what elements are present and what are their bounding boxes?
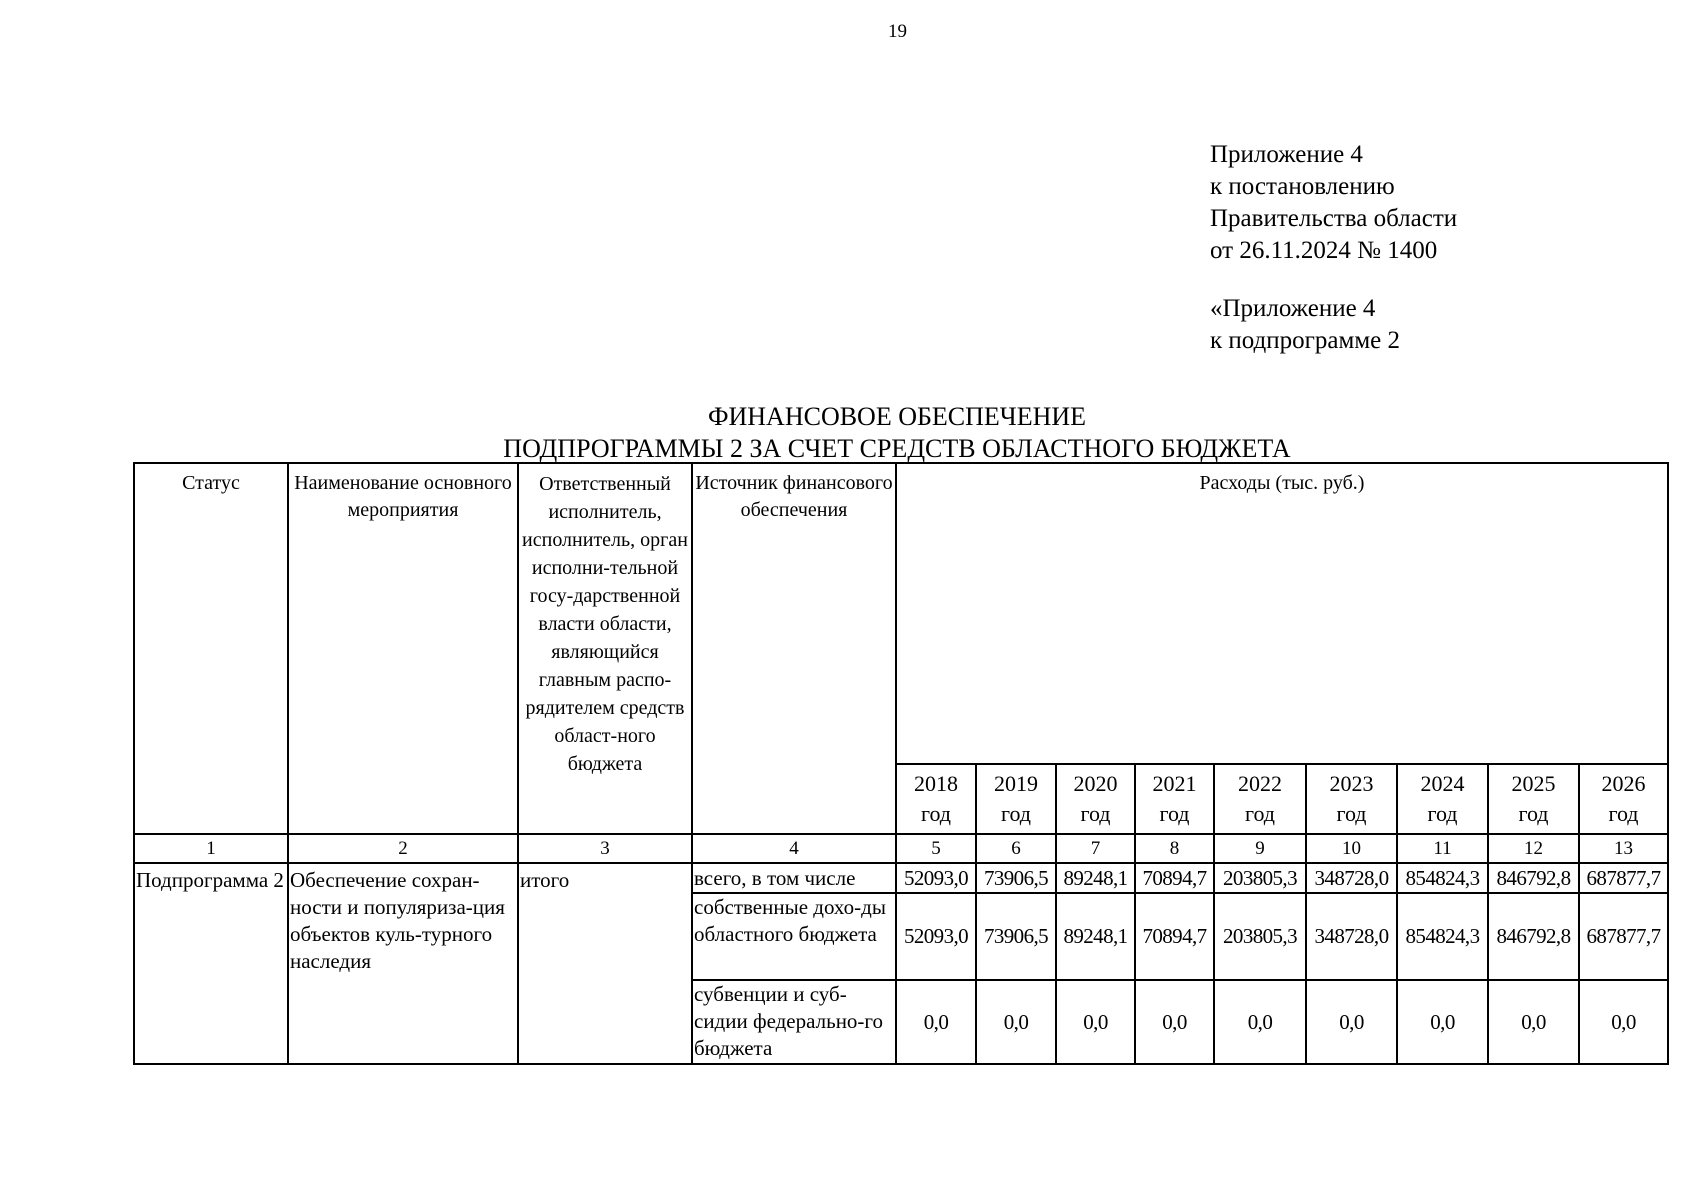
value-cell: 854824,3: [1397, 893, 1488, 980]
value-cell: 0,0: [1056, 980, 1135, 1064]
year-unit: год: [920, 801, 952, 826]
value-cell: 70894,7: [1135, 863, 1214, 893]
appendix-line: Приложение 4: [1210, 141, 1363, 168]
value-cell: 203805,3: [1214, 893, 1306, 980]
appendix-line: Правительства области: [1210, 205, 1458, 232]
year-header: [1214, 764, 1306, 834]
column-number: 9: [1214, 834, 1306, 863]
value-cell: 89248,1: [1056, 863, 1135, 893]
year-unit: год: [1080, 801, 1111, 826]
document-title: [132, 401, 1662, 465]
value-cell: 854824,3: [1397, 863, 1488, 893]
year-value: 2026: [1601, 771, 1646, 796]
value-cell: 846792,8: [1488, 863, 1579, 893]
value-cell: 0,0: [1397, 980, 1488, 1064]
value-cell: 0,0: [976, 980, 1056, 1064]
appendix-line: к постановлению: [1210, 173, 1395, 200]
value-cell: 52093,0: [896, 893, 976, 980]
title-line: ПОДПРОГРАММЫ 2 ЗА СЧЕТ СРЕДСТВ ОБЛАСТНОГО БЮДЖЕТА: [503, 434, 1291, 463]
year-unit: год: [1608, 801, 1639, 826]
source-label: всего, в том числе: [692, 863, 896, 893]
appendix-block: [1210, 139, 1457, 357]
year-value: 2022: [1238, 771, 1282, 796]
title-line: ФИНАНСОВОЕ ОБЕСПЕЧЕНИЕ: [707, 402, 1087, 431]
year-header: [1397, 764, 1488, 834]
column-number: 10: [1306, 834, 1397, 863]
row-name: Обеспечение сохран-ности и популяриза-ция объектов куль-турного наследия: [288, 863, 518, 1064]
column-number: 6: [976, 834, 1056, 863]
value-cell: 846792,8: [1488, 893, 1579, 980]
appendix-line: к подпрограмме 2: [1210, 327, 1400, 354]
year-value: 2020: [1073, 771, 1118, 796]
header-source: Источник финансового обеспечения: [692, 463, 896, 834]
value-cell: 0,0: [1135, 980, 1214, 1064]
year-unit: год: [1159, 801, 1190, 826]
header-name: Наименование основного мероприятия: [288, 463, 518, 834]
year-unit: год: [1427, 801, 1458, 826]
year-value: 2018: [914, 771, 958, 796]
year-value: 2023: [1329, 771, 1374, 796]
year-header: [1579, 764, 1668, 834]
year-unit: год: [1000, 801, 1032, 826]
year-header: [976, 764, 1056, 834]
column-number: 12: [1488, 834, 1579, 863]
year-value: 2025: [1511, 771, 1556, 796]
source-label: собственные дохо-ды областного бюджета: [692, 893, 896, 980]
value-cell: 0,0: [1306, 980, 1397, 1064]
value-cell: 73906,5: [976, 863, 1056, 893]
source-label: субвенции и суб-сидии федерально-го бюджета: [692, 980, 896, 1064]
year-unit: год: [1244, 801, 1276, 826]
appendix-line: «Приложение 4: [1210, 295, 1376, 322]
column-number: 11: [1397, 834, 1488, 863]
appendix-line: от 26.11.2024 № 1400: [1210, 237, 1438, 264]
year-header: [896, 764, 976, 834]
year-unit: год: [1518, 801, 1549, 826]
value-cell: 687877,7: [1579, 863, 1668, 893]
value-cell: 0,0: [1488, 980, 1579, 1064]
header-status: Статус: [134, 463, 288, 834]
column-number: 7: [1056, 834, 1135, 863]
year-header: [1306, 764, 1397, 834]
year-value: 2024: [1420, 771, 1465, 796]
year-unit: год: [1336, 801, 1367, 826]
value-cell: 0,0: [1579, 980, 1668, 1064]
financing-table: [133, 462, 1669, 1065]
column-number: 3: [518, 834, 692, 863]
value-cell: 89248,1: [1056, 893, 1135, 980]
value-cell: 70894,7: [1135, 893, 1214, 980]
value-cell: 73906,5: [976, 893, 1056, 980]
header-executor: Ответственный исполнитель, исполнитель, орган исполни-тельной госу-дарственной власти области, являющийся главным распо-рядителем средств област-ного бюджета: [518, 463, 692, 834]
row-status: Подпрограмма 2: [134, 863, 288, 1064]
column-number: 1: [134, 834, 288, 863]
row-executor: итого: [518, 863, 692, 1064]
year-value: 2021: [1152, 771, 1197, 796]
column-number: 13: [1579, 834, 1668, 863]
page-number: 19: [888, 21, 907, 42]
year-header: [1135, 764, 1214, 834]
value-cell: 0,0: [1214, 980, 1306, 1064]
column-number: 2: [288, 834, 518, 863]
year-header: [1488, 764, 1579, 834]
column-number: 8: [1135, 834, 1214, 863]
header-expenses: Расходы (тыс. руб.): [896, 463, 1668, 764]
year-value: 2019: [994, 771, 1038, 796]
value-cell: 203805,3: [1214, 863, 1306, 893]
column-number: 5: [896, 834, 976, 863]
value-cell: 52093,0: [896, 863, 976, 893]
value-cell: 687877,7: [1579, 893, 1668, 980]
value-cell: 348728,0: [1306, 893, 1397, 980]
year-header: [1056, 764, 1135, 834]
column-number: 4: [692, 834, 896, 863]
value-cell: 0,0: [896, 980, 976, 1064]
value-cell: 348728,0: [1306, 863, 1397, 893]
